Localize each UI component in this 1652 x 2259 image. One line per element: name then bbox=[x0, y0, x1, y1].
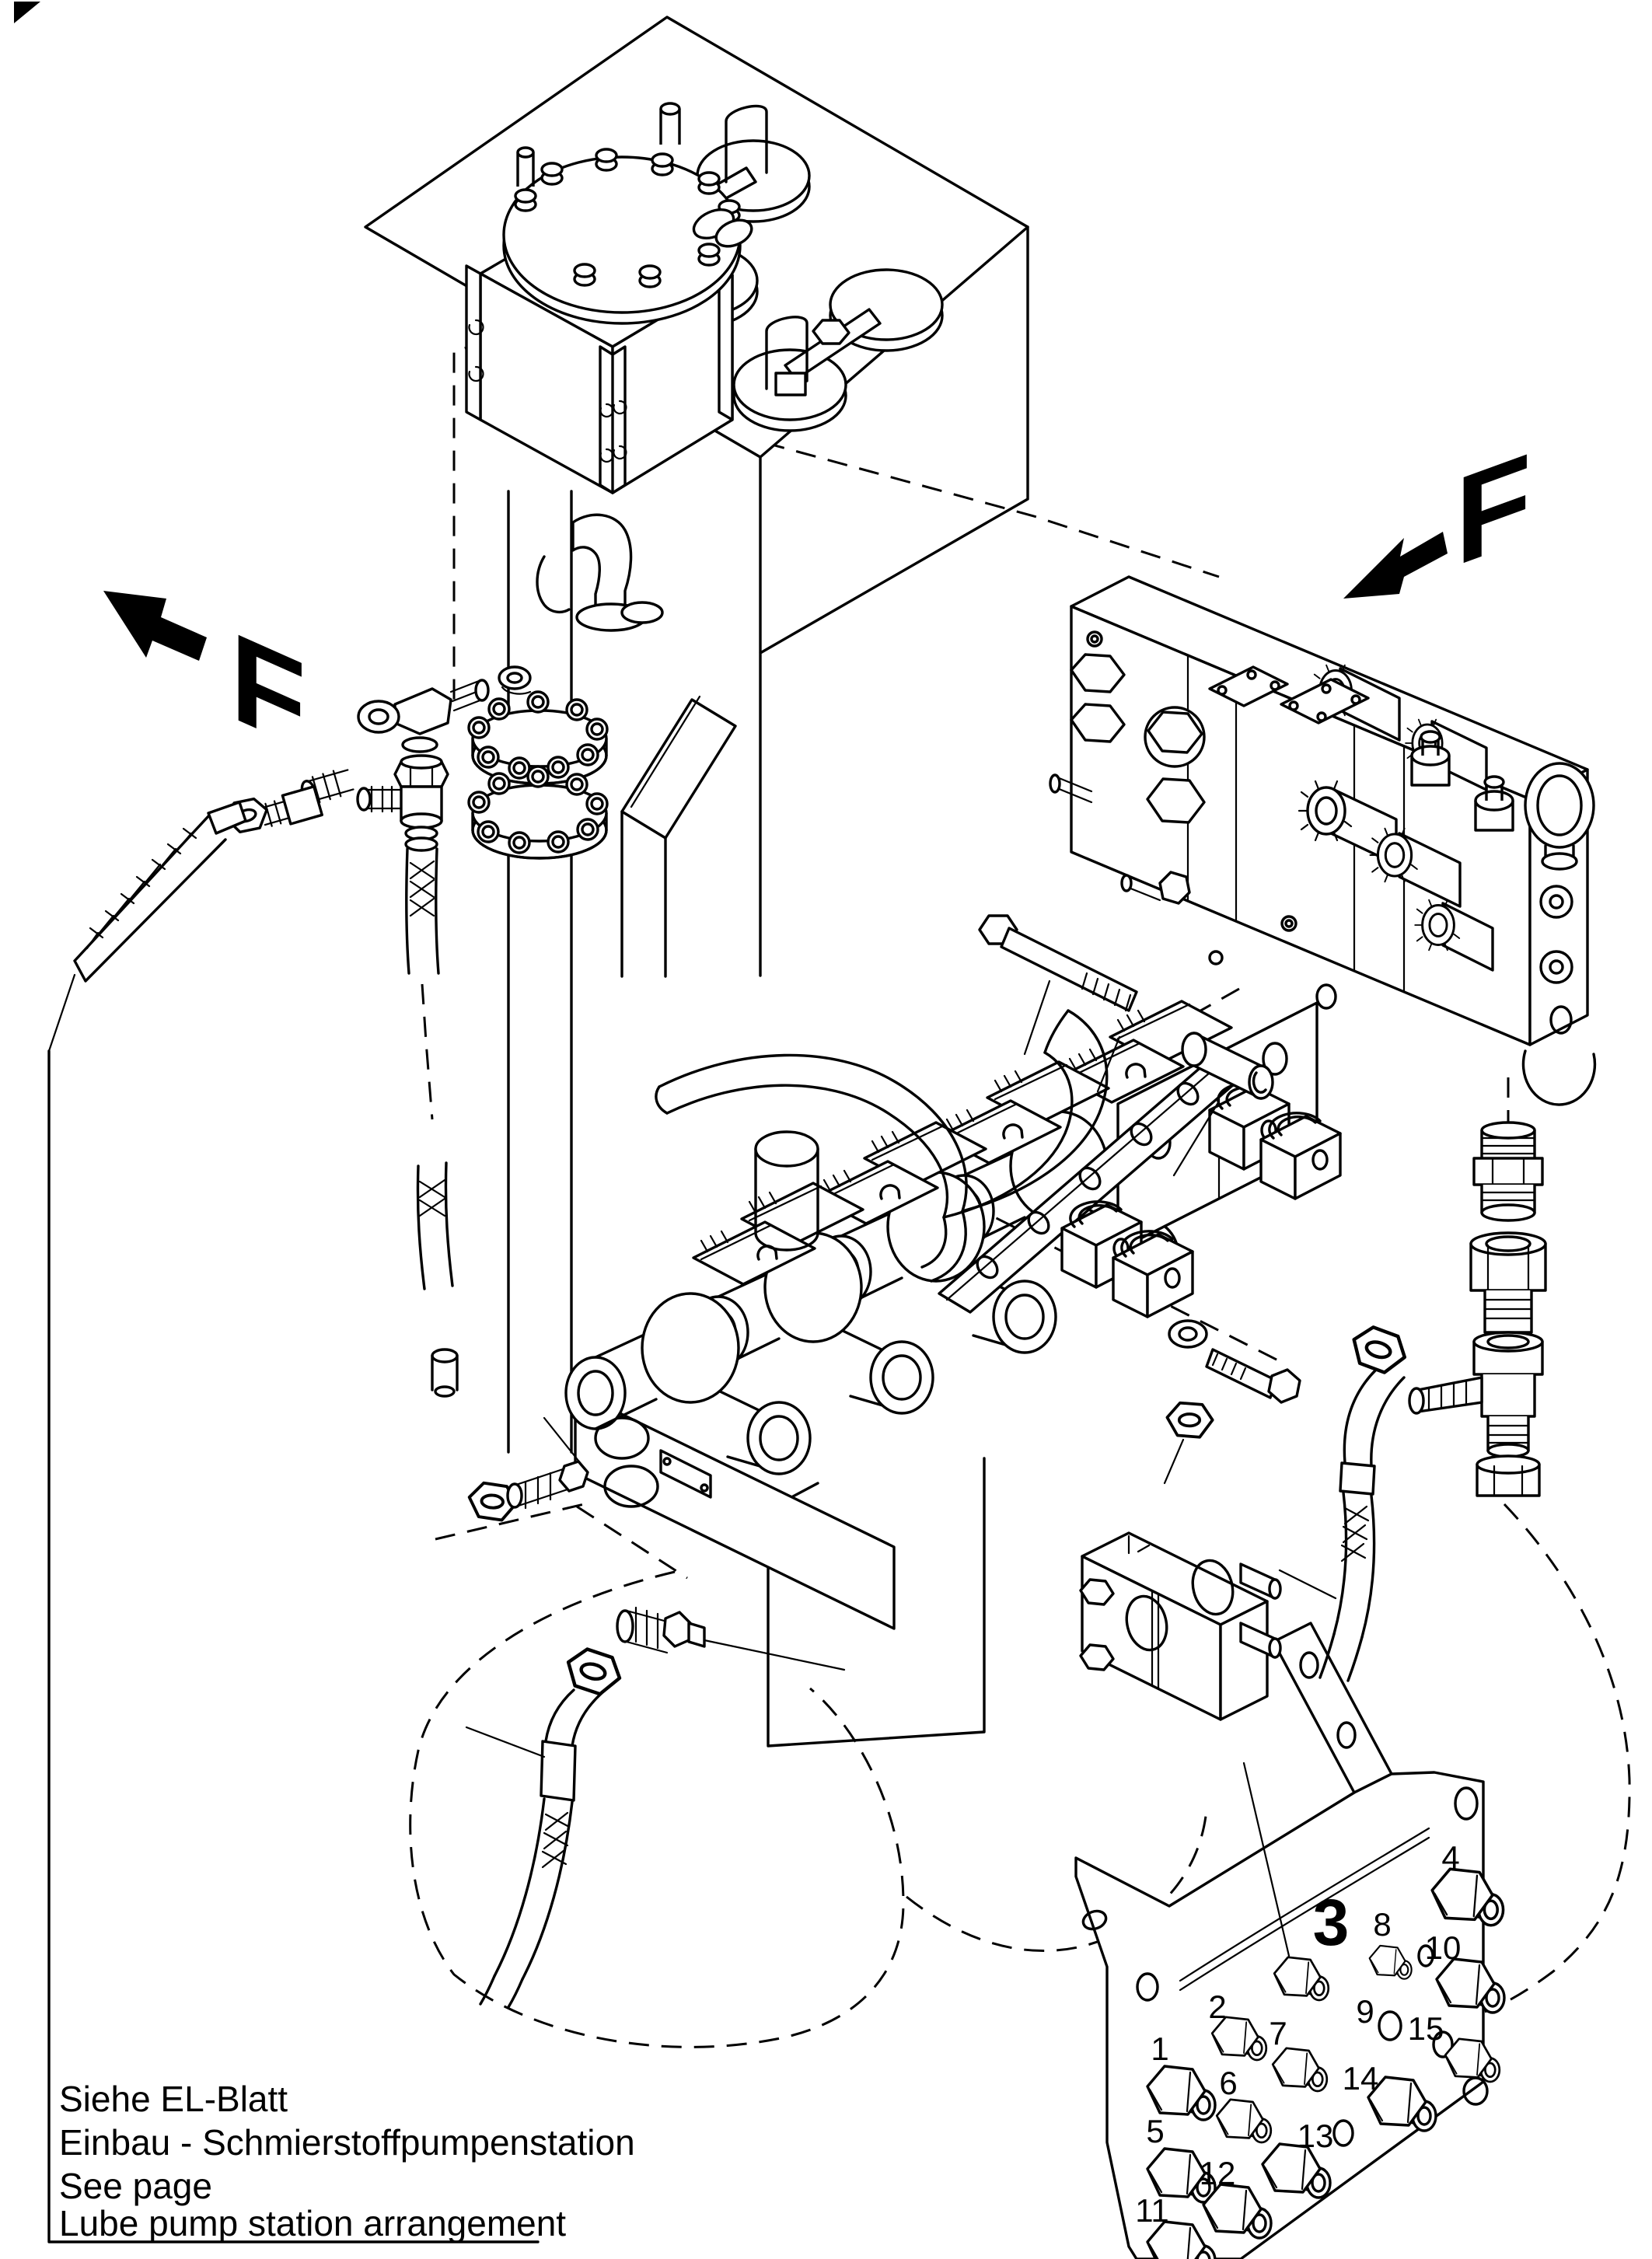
note-line-4: Lube pump station arrangement bbox=[59, 2203, 567, 2243]
port-label-10: 10 bbox=[1424, 1929, 1462, 1966]
port-label-5: 5 bbox=[1146, 2113, 1165, 2149]
adapter-fitting bbox=[259, 787, 323, 831]
port-label-15: 15 bbox=[1407, 2010, 1444, 2047]
manifold-support bbox=[768, 1458, 1392, 1793]
double-pipe-clamp bbox=[1081, 1533, 1280, 1720]
port-label-1: 1 bbox=[1151, 2030, 1169, 2067]
note-line-2: Einbau - Schmierstoffpumpenstation bbox=[59, 2122, 635, 2163]
right-fitting-chain bbox=[1280, 1123, 1545, 1681]
port-label-9: 9 bbox=[1356, 1993, 1374, 2030]
port-label-4: 4 bbox=[1441, 1839, 1460, 1876]
bracket-arm bbox=[1273, 1623, 1392, 1793]
port-label-11: 11 bbox=[1135, 2192, 1169, 2229]
f-label-right: F bbox=[1455, 426, 1532, 593]
frame-line bbox=[49, 1051, 538, 2242]
f-label-left: F bbox=[230, 604, 306, 777]
pipe-flange-lower bbox=[469, 766, 607, 858]
hose-bottom bbox=[466, 1646, 624, 2007]
note-line-1: Siehe EL-Blatt bbox=[59, 2079, 288, 2119]
port-label-14: 14 bbox=[1342, 2060, 1379, 2097]
left-fitting-cluster bbox=[75, 680, 518, 1521]
swivel-nut bbox=[395, 756, 448, 787]
adapter-fitting-right bbox=[1474, 1123, 1542, 1220]
tee-fitting bbox=[358, 787, 442, 840]
port-label-2: 2 bbox=[1208, 1988, 1227, 2025]
view-arrow-right bbox=[1343, 426, 1532, 599]
lower-nut-right bbox=[1477, 1456, 1539, 1496]
port-label-6: 6 bbox=[1219, 2065, 1238, 2101]
view-arrow-left bbox=[103, 591, 306, 777]
page-corner-mark bbox=[14, 2, 40, 23]
drop-hose bbox=[406, 838, 518, 1521]
hex-bolt-long bbox=[980, 916, 1137, 1054]
hose-right bbox=[1280, 1323, 1410, 1681]
bottom-center-fittings bbox=[466, 1608, 844, 2007]
hex-bolt-short bbox=[1207, 1349, 1300, 1402]
eye-bolt-lower bbox=[1523, 1051, 1594, 1105]
suction-hose-left bbox=[75, 816, 225, 981]
nipple-fitting-bottom bbox=[617, 1608, 844, 1670]
tank-gusset-plate bbox=[622, 697, 735, 976]
connector-bracket bbox=[1076, 1763, 1504, 2259]
port-label-12: 12 bbox=[1199, 2155, 1236, 2191]
note-line-3: See page bbox=[59, 2166, 212, 2206]
tee-fitting-right bbox=[1409, 1332, 1542, 1457]
washer bbox=[1169, 1321, 1207, 1347]
port-label-13: 13 bbox=[1297, 2118, 1334, 2154]
suction-tube bbox=[469, 490, 662, 1452]
manifold-base bbox=[575, 1391, 894, 1629]
lube-tank bbox=[365, 17, 1028, 976]
port-label-8: 8 bbox=[1373, 1906, 1392, 1943]
hex-nut bbox=[1165, 1403, 1213, 1483]
callout-3: 3 bbox=[1312, 1886, 1350, 1959]
sealing-ring bbox=[403, 738, 437, 752]
port-label-7: 7 bbox=[1269, 2015, 1287, 2051]
swivel-nut-right bbox=[1471, 1233, 1545, 1332]
